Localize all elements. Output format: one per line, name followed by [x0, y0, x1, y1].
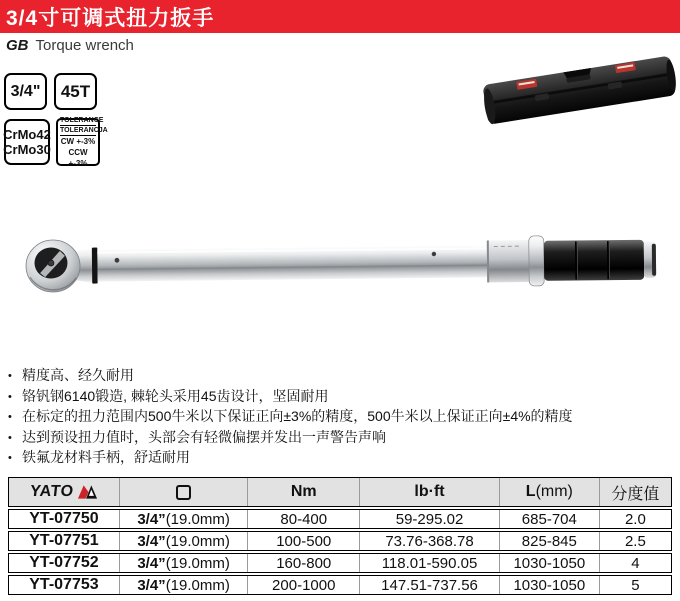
size-inch: 3/4” [137, 532, 166, 550]
tolerance-line-3: CW +-3% [60, 136, 96, 146]
size-cell [119, 554, 247, 572]
teeth-count-label: 45T [60, 81, 91, 101]
nm-cell: 200-1000 [247, 576, 359, 594]
tolerance-badge [56, 116, 108, 168]
size-mm: (19.0mm) [165, 576, 230, 594]
carrying-case-image [482, 40, 678, 128]
length-cell: 825-845 [499, 532, 599, 550]
graduation-cell: 4 [599, 554, 671, 572]
length-header-paren: (mm) [535, 483, 573, 500]
size-inch: 3/4” [137, 510, 166, 528]
brand-name: YATO [29, 483, 75, 500]
col-header-nm: Nm [247, 478, 359, 506]
bullet-icon: • [8, 370, 12, 382]
spec-table [8, 477, 672, 597]
feature-text: 精度高、经久耐用 [22, 367, 134, 383]
feature-item [8, 387, 573, 408]
feature-item [8, 366, 573, 387]
feature-list [8, 366, 573, 469]
size-mm: (19.0mm) [165, 554, 230, 572]
nm-cell: 160-800 [247, 554, 359, 572]
square-drive-icon [176, 485, 191, 500]
teeth-count-badge [54, 73, 97, 110]
size-mm: (19.0mm) [165, 532, 230, 550]
size-cell [119, 510, 247, 528]
tolerance-line-2: TOLERANCJA [60, 126, 108, 134]
feature-item [8, 428, 573, 449]
length-cell: 1030-1050 [499, 576, 599, 594]
graduation-cell: 2.0 [599, 510, 671, 528]
table-row [8, 553, 672, 573]
feature-text: 达到预设扭力值时，头部会有轻微偏摆并发出一声警告声响 [22, 428, 386, 445]
feature-text: 铬钒钢6140锻造, 棘轮头采用45齿设计，坚固耐用 [22, 387, 329, 404]
size-cell [119, 532, 247, 550]
graduation-cell: 2.5 [599, 532, 671, 550]
subtitle-code: GB [6, 37, 29, 54]
subtitle-text: Torque wrench [35, 37, 134, 54]
length-cell: 1030-1050 [499, 554, 599, 572]
drive-size-badge [4, 73, 47, 110]
yato-logo-icon [77, 484, 98, 500]
material-line2: CrMo30 [3, 142, 51, 157]
size-cell [119, 576, 247, 594]
brand-cell [9, 478, 119, 506]
feature-text: 在标定的扭力范围内500牛米以下保证正向±3%的精度，500牛米以上保证正向±4%的精度 [22, 408, 573, 424]
tolerance-line-4: CCW +-3% [68, 147, 88, 168]
table-row [8, 575, 672, 595]
drive-size-label: 3/4" [10, 82, 41, 100]
col-header-lbft: lb·ft [359, 478, 499, 506]
material-line1: CrMo42 [3, 127, 51, 142]
handle-flange [529, 236, 545, 286]
col-header-drive [119, 478, 247, 506]
table-row [8, 509, 672, 529]
material-badge [4, 119, 50, 165]
grip-handle [544, 240, 644, 281]
bullet-icon: • [8, 452, 12, 464]
model-cell: YT-07753 [29, 576, 99, 593]
feature-text: 铁氟龙材料手柄，舒适耐用 [22, 449, 190, 465]
model-cell: YT-07751 [29, 532, 99, 549]
page-title-bar [0, 0, 680, 33]
bullet-icon: • [8, 431, 12, 444]
lbft-cell: 59-295.02 [359, 510, 499, 528]
model-cell: YT-07752 [29, 554, 99, 571]
feature-item [8, 448, 573, 469]
table-row [8, 531, 672, 551]
torque-wrench-image [18, 222, 663, 312]
lbft-cell: 147.51-737.56 [359, 576, 499, 594]
bullet-icon: • [8, 411, 12, 423]
lbft-cell: 73.76-368.78 [359, 532, 499, 550]
graduation-cell: 5 [599, 576, 671, 594]
feature-item [8, 407, 573, 428]
tolerance-line-1: TOLERANCE [60, 116, 104, 124]
nm-cell: 100-500 [247, 532, 359, 550]
page-title: 3/4寸可调式扭力扳手 [6, 6, 215, 30]
size-mm: (19.0mm) [165, 510, 230, 528]
subtitle [6, 37, 134, 54]
size-inch: 3/4” [137, 554, 166, 572]
nm-cell: 80-400 [247, 510, 359, 528]
length-cell: 685-704 [499, 510, 599, 528]
lbft-cell: 118.01-590.05 [359, 554, 499, 572]
bullet-icon: • [8, 390, 12, 403]
col-header-graduation: 分度值 [599, 478, 671, 506]
col-header-length [499, 478, 599, 506]
model-cell: YT-07750 [29, 510, 99, 527]
size-inch: 3/4” [137, 576, 166, 594]
head-collar-ring [92, 248, 98, 284]
length-header-unit: L [525, 483, 536, 500]
table-header-row [8, 477, 672, 507]
